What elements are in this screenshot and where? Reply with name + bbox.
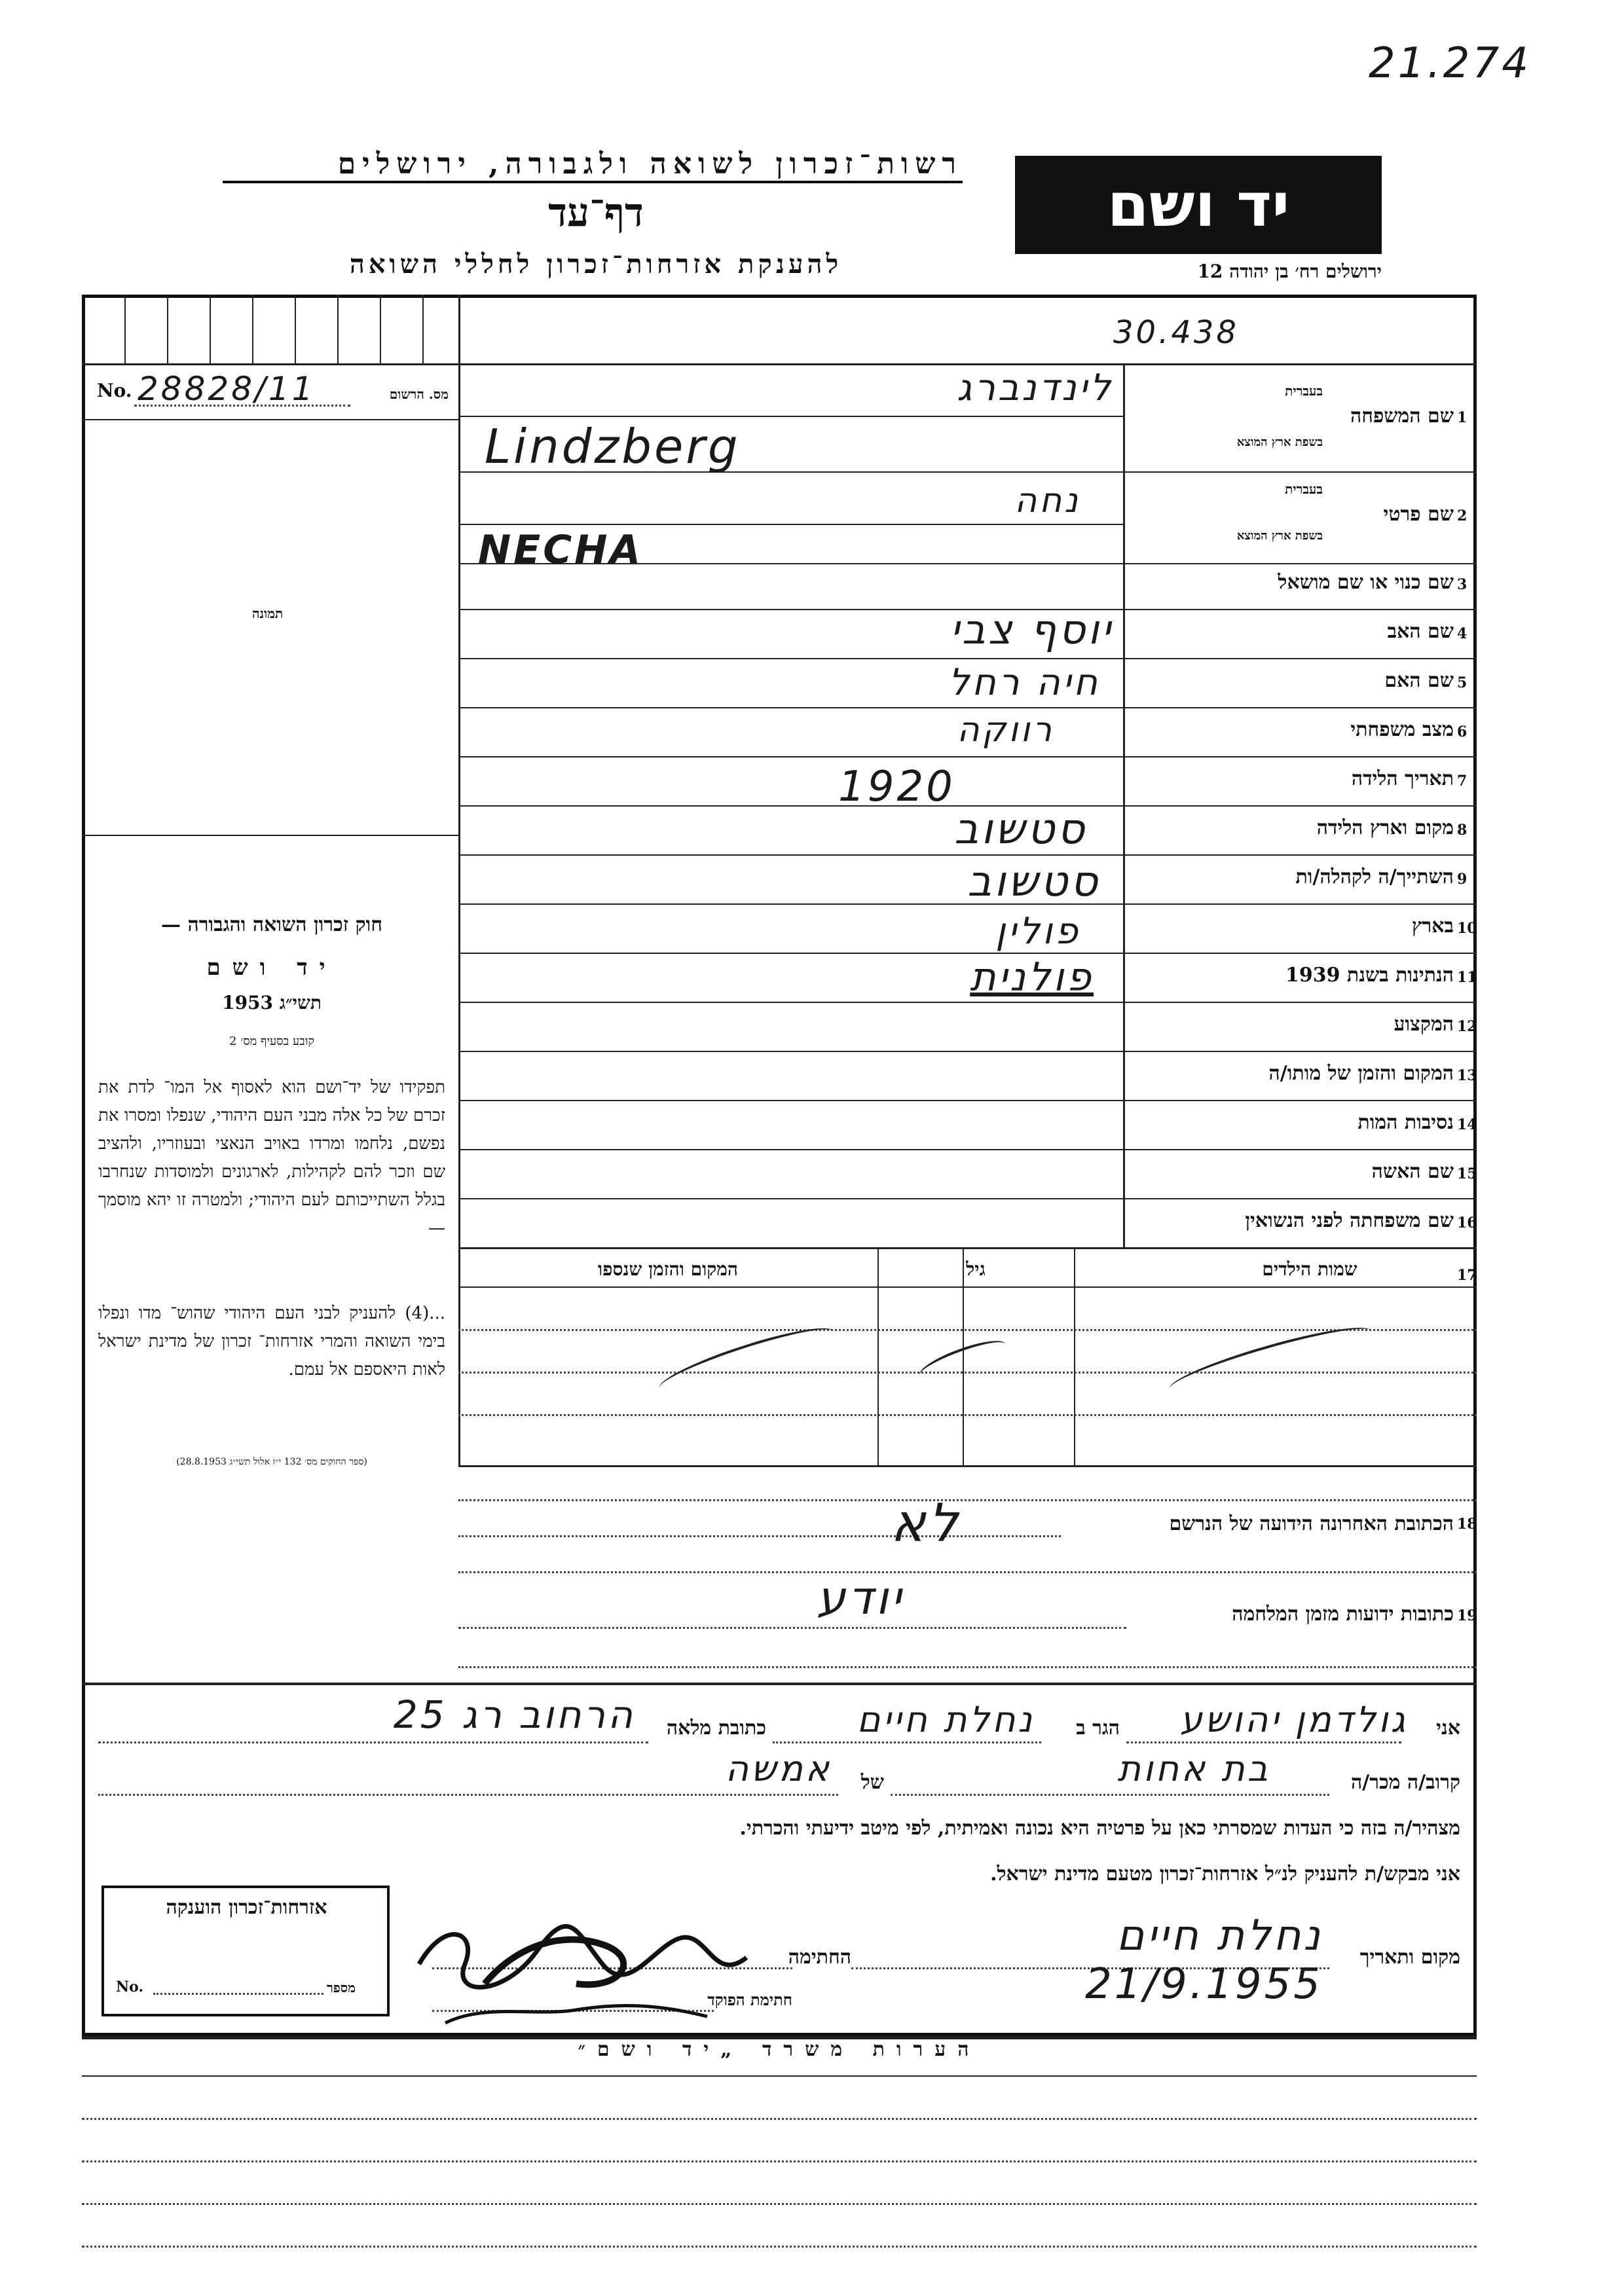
last-address: לא <box>891 1493 961 1554</box>
field-11-label: הנתינות בשנת 1939 <box>1285 964 1454 987</box>
registration-number: 28828/11 <box>138 370 316 408</box>
row-line <box>458 854 1477 856</box>
place-date-label: מקום ותאריך <box>1359 1946 1460 1969</box>
row-line <box>458 1247 1477 1249</box>
field-1-number: 1 <box>1457 409 1467 426</box>
country: פולין <box>995 910 1080 953</box>
field-17-number: 17 <box>1457 1267 1477 1284</box>
box-line <box>380 295 381 363</box>
field-5-number: 5 <box>1457 674 1467 691</box>
dotted-line <box>458 416 1123 417</box>
field-15-label: שם האשה <box>1371 1160 1454 1183</box>
community: סטשוב <box>967 858 1100 906</box>
box-line <box>252 295 253 363</box>
field-6-label: מצב משפחתי <box>1350 718 1454 741</box>
row-line <box>458 1198 1477 1199</box>
official-signature-label: חתימת הפוקד <box>707 1990 792 2009</box>
marital-status: רווקה <box>957 710 1054 750</box>
field-14-label: נסיבות המות <box>1357 1111 1454 1134</box>
file-number: 30.438 <box>1113 314 1239 351</box>
field-6-number: 6 <box>1457 723 1467 740</box>
field-10-number: 10 <box>1457 920 1477 937</box>
field-4-number: 4 <box>1457 625 1467 642</box>
citizenship-1939: פולנית <box>970 955 1094 1000</box>
law-name: יד ושם <box>206 955 337 981</box>
dotted-line <box>82 2160 1477 2162</box>
dotted-line <box>82 2203 1477 2205</box>
box-line <box>124 295 126 363</box>
field-18-label: הכתובת האחרונה הידועה של הנרשם <box>1169 1512 1454 1535</box>
field-2-label: שם פרטי <box>1383 503 1454 526</box>
dotted-line <box>458 1627 1126 1629</box>
field-12-number: 12 <box>1457 1018 1477 1035</box>
decl-of-label: של <box>860 1771 884 1794</box>
row-line <box>82 2075 1477 2077</box>
field-16-number: 16 <box>1457 1214 1477 1231</box>
row-line <box>458 1100 1477 1101</box>
field-16-label: שם משפחתה לפני הנשואין <box>1245 1209 1454 1232</box>
first-name-origin: NECHA <box>478 527 643 573</box>
dotted-line <box>98 1741 648 1743</box>
dotted-line <box>458 1372 1477 1374</box>
field-14-number: 14 <box>1457 1116 1477 1133</box>
field-13-label: המקום והזמן של מותו/ה <box>1268 1062 1454 1085</box>
row-line <box>458 1002 1477 1003</box>
field-9-label: השתייך/ה לקהלה/ות <box>1295 866 1454 888</box>
row-line <box>458 1149 1477 1150</box>
decl-statement: מצהיר/ה בזה כי העדות שמסרתי כאן על פרטיה היא נכונה ואמיתית, לפי מיטב ידיעתי והכרתי. <box>739 1817 1460 1840</box>
witness-name: גולדמן יהושע <box>1180 1699 1408 1740</box>
first-name-hebrew: נחה <box>1014 481 1080 520</box>
field-10-label: בארץ <box>1411 915 1454 938</box>
table-col-line <box>1074 1247 1075 1467</box>
field-7-label: תאריך הלידה <box>1351 767 1454 790</box>
dotted-line <box>458 1414 1477 1416</box>
row-line <box>82 363 1477 365</box>
registration-label: מס. הרשום <box>389 386 449 402</box>
law-text-1: תפקידו של יד־ושם הוא לאסוף אל המו־ לדת את זכרם של כל אלה מבני העם היהודי, שנפלו ומסרו את נפשם, נלחמו ומרדו באויב הנאצי ובעוזריו, ולהציב שם וזכר להם לקהילות, לארגונים ולמוסדות שנחרבו בגלל השתייכותם לעם היהודי; ולמטרה זו יהא מוסמך — <box>98 1078 445 1238</box>
photo-label: תמונה <box>252 606 284 621</box>
field-8-label: מקום וארץ הלידה <box>1316 816 1454 839</box>
mother-name: חיה רחל <box>948 661 1100 704</box>
field-2-sub-hebrew: בעברית <box>1285 481 1323 497</box>
wartime-address: יודע <box>817 1571 904 1625</box>
row-line <box>82 419 458 420</box>
box-line <box>337 295 339 363</box>
decl-lives-label: הגר ב <box>1076 1717 1120 1740</box>
field-7-number: 7 <box>1457 773 1467 790</box>
form-subtitle: להענקת אזרחות־זכרון לחללי השואה <box>349 249 843 280</box>
yad-vashem-logo <box>1015 156 1382 254</box>
field-5-label: שם האם <box>1384 669 1454 692</box>
field-8-number: 8 <box>1457 822 1467 839</box>
row-line <box>458 1051 1477 1052</box>
field-13-number: 13 <box>1457 1067 1477 1084</box>
birth-place: סטשוב <box>954 805 1087 854</box>
decl-i-label: אני <box>1436 1717 1460 1740</box>
witness-address: הרחוב רג 25 <box>393 1692 635 1737</box>
field-3-label: שם כנוי או שם מושאל <box>1278 571 1454 594</box>
field-3-number: 3 <box>1457 576 1467 593</box>
dotted-line <box>458 524 1123 525</box>
decl-request: אני מבקש/ת להעניק לנ״ל אזרחות־זכרון מטעם מדינת ישראל. <box>990 1863 1460 1886</box>
table-col-line <box>877 1247 879 1467</box>
children-age-header: גיל <box>966 1258 986 1280</box>
field-15-number: 15 <box>1457 1165 1477 1182</box>
box-line <box>167 295 168 363</box>
field-1-label: שם המשפחה <box>1350 405 1454 428</box>
form-title: דף־עד <box>548 190 644 236</box>
witness-relation: בת אחות <box>1117 1748 1270 1789</box>
signature-scrawl <box>406 1905 773 2056</box>
dotted-line <box>458 1535 1061 1537</box>
row-line <box>458 756 1477 757</box>
field-4-label: שם האב <box>1387 620 1454 643</box>
field-12-label: המקצוע <box>1393 1013 1454 1036</box>
family-name-origin: Lindzberg <box>485 419 741 474</box>
box-line <box>422 295 424 363</box>
address: ירושלים רח׳ בן יהודה 12 <box>1197 261 1382 282</box>
field-9-number: 9 <box>1457 871 1467 888</box>
law-text-2: ...(4) להעניק לבני העם היהודי שהוש־ מדו ונפלו בימי השואה והמרי אזרחות־ זכרון של מדינת ישראל לאות היאספם אל עמם. <box>98 1303 445 1379</box>
dotted-line <box>773 1741 1041 1743</box>
decl-address-label: כתובת מלאה <box>666 1717 766 1740</box>
registration-no-label: No. <box>97 380 132 401</box>
birth-date: 1920 <box>838 763 955 811</box>
remarks-heading: הערות משרד „יד ושם״ <box>578 2038 981 2061</box>
dotted-line <box>891 1794 1329 1796</box>
field-11-number: 11 <box>1457 969 1477 986</box>
row-line <box>458 1286 1477 1288</box>
relation-of: אמשה <box>725 1748 832 1789</box>
dotted-line <box>98 1794 838 1796</box>
box-line <box>295 295 296 363</box>
dotted-line <box>82 2246 1477 2248</box>
row-line <box>82 1683 1477 1685</box>
field-1-sub-hebrew: בעברית <box>1285 383 1323 399</box>
citizenship-box <box>101 1886 390 2016</box>
row-line <box>458 1465 1477 1467</box>
row-line <box>458 707 1477 708</box>
field-2-number: 2 <box>1457 507 1467 524</box>
family-name-hebrew: לינדנברג <box>957 367 1113 409</box>
law-title: חוק זכרון השואה והגבורה — <box>161 913 382 936</box>
field-19-number: 19 <box>1457 1607 1477 1624</box>
citizenship-no-label: No. <box>116 1978 144 1995</box>
father-name: יוסף צבי <box>950 606 1113 653</box>
signature-label: החתימה <box>788 1946 851 1969</box>
logo-text: יד ושם <box>1107 170 1290 240</box>
authority-heading: רשות־זכרון לשואה ולגבורה, ירושלים <box>223 147 963 183</box>
decl-relation-label: קרוב/ה מכר/ה <box>1351 1771 1460 1794</box>
dotted-line <box>458 1666 1477 1668</box>
dotted-line <box>458 1499 1477 1501</box>
field-19-label: כתובות ידועות מזמן המלחמה <box>1232 1603 1454 1626</box>
place-date-value: נחלת חיים 21/9.1955 <box>1085 1912 1323 2009</box>
archive-number: 21.274 <box>1369 39 1531 88</box>
dotted-line <box>1126 1741 1401 1743</box>
row-line <box>458 658 1477 659</box>
children-names-header: שמות הילדים <box>1262 1258 1357 1280</box>
row-line <box>82 835 458 836</box>
citizenship-number-label: מספר <box>327 1980 356 1995</box>
field-1-sub-origin: בשפת ארץ המוצא <box>1236 435 1323 449</box>
children-place-header: המקום והזמן שנספו <box>598 1258 738 1280</box>
citizenship-box-title: אזרחות־זכרון הוענקה <box>166 1896 327 1919</box>
field-18-number: 18 <box>1457 1516 1477 1533</box>
law-clause: קובע בסעיף מס׳ 2 <box>229 1034 314 1048</box>
column-divider <box>458 295 460 1467</box>
field-2-sub-origin: בשפת ארץ המוצא <box>1236 529 1323 543</box>
row-line <box>458 953 1477 954</box>
dotted-line <box>153 1993 323 1995</box>
box-line <box>210 295 211 363</box>
law-source: (ספר החוקים מס׳ 132 י״ז אלול תשי״ג 28.8.1953) <box>176 1457 367 1467</box>
law-year: תשי״ג 1953 <box>222 992 322 1013</box>
dotted-line <box>82 2118 1477 2120</box>
dotted-line <box>458 1571 1477 1573</box>
dotted-line <box>458 1329 1477 1331</box>
witness-place: נחלת חיים <box>857 1699 1035 1740</box>
